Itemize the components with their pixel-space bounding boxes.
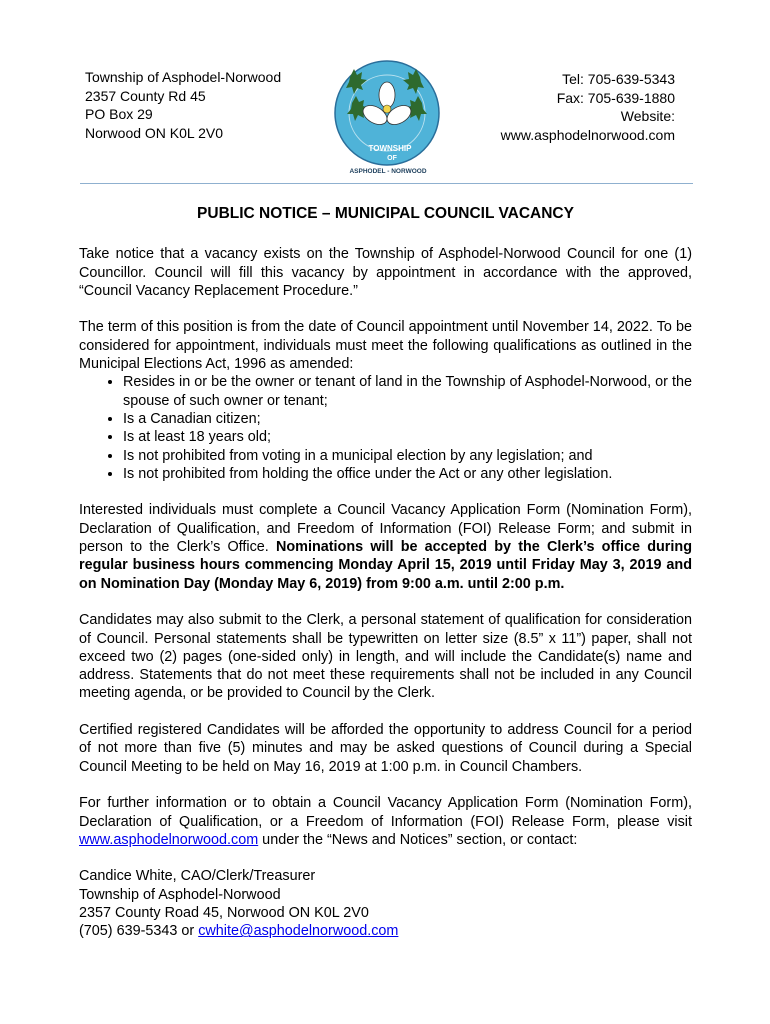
notice-title: PUBLIC NOTICE – MUNICIPAL COUNCIL VACANCY <box>197 205 574 222</box>
contact-block <box>79 867 692 940</box>
list-item: • Is at least 18 years old; <box>123 428 692 446</box>
qualifications-list <box>79 373 692 483</box>
nominations-text: Interested individuals must complete a Council Vacancy Application Form (Nomination Form), Declaration of Qualification, and Freedom of Information (FOI) Release Form; and submit in person to the Clerk’s Office. <box>79 502 692 556</box>
paragraph-meeting: Certified registered Candidates will be afforded the opportunity to address Council for a period of not more than five (5) minutes and may be asked questions of Council during a Special Council Meeting to be held on May 16, 2019 at 1:00 p.m. in Council Chambers. <box>79 722 692 775</box>
list-item: • Is not prohibited from holding the office under the Act or any other legislation. <box>123 465 692 483</box>
contact-phone: (705) 639-5343 or <box>79 923 199 940</box>
list-item: • Is a Canadian citizen; <box>123 410 692 428</box>
further-info-text: For further information or to obtain a Council Vacancy Application Form (Nomination Form), Declaration of Qualification, or a Freedom of Information (FOI) Release Form, please visit <box>79 795 692 830</box>
logo-text-mid: OF <box>387 155 397 162</box>
contact-line: Website: <box>620 108 675 124</box>
website-link[interactable]: www.asphodelnorwood.com <box>79 831 259 848</box>
contact-line: Tel: 705-639-5343 <box>562 71 675 87</box>
address-line: 2357 County Rd 45 <box>85 87 206 104</box>
contact-org: Township of Asphodel-Norwood <box>79 886 281 903</box>
address-line: Township of Asphodel-Norwood <box>85 69 282 85</box>
paragraph-further-info <box>79 794 692 849</box>
paragraph-term: The term of this position is from the date of Council appointment until November 14, 2022. To be considered for appointment, individuals must meet the following qualifications as outlined in the Municipal Elections Act, 1996 as amended: <box>79 319 692 373</box>
logo-text-bottom: ASPHODEL - NORWOOD <box>349 168 427 175</box>
contact-name: Candice White, CAO/Clerk/Treasurer <box>79 868 316 885</box>
contact-line: www.asphodelnorwood.com <box>500 126 675 143</box>
list-item: • Is not prohibited from voting in a municipal election by any legislation; and <box>123 447 692 465</box>
address-line: Norwood ON K0L 2V0 <box>85 124 223 141</box>
contact-address: 2357 County Road 45, Norwood ON K0L 2V0 <box>79 904 369 921</box>
township-contact <box>501 70 675 144</box>
paragraph-vacancy: Take notice that a vacancy exists on the Township of Asphodel-Norwood Council for one (1) Councillor. Council will fill this vacancy by appointment in accordance with the approved, “Council Vacancy Replacement Procedure.” <box>79 246 692 299</box>
township-address <box>85 68 281 142</box>
address-line: PO Box 29 <box>85 106 153 122</box>
email-link[interactable]: cwhite@asphodelnorwood.com <box>198 923 399 940</box>
paragraph-nominations <box>79 501 692 592</box>
paragraph-statements: Candidates may also submit to the Clerk, a personal statement of qualification for consideration of Council. Personal statements shall be typewritten on letter size (8.5” x 11”) paper, shall not exceed two (2) pages (one-sided only) in length, and will include the Candidate(s) name and address. Statements that do not meet these requirements shall not be included in any Council meeting agenda, or be provided to Council by the Clerk. <box>79 612 692 702</box>
list-item: • Resides in or be the owner or tenant of land in the Township of Asphodel-Norwood, or the spouse of such owner or tenant; <box>123 373 692 410</box>
nominations-dates: Nominations will be accepted by the Clerk’s office during regular business hours commencing Monday April 15, 2019 until Friday May 3, 2019 and on Nomination Day (Monday May 6, 2019) from 9:00 a.m. until 2:00 p.m. <box>79 539 692 592</box>
trillium-petal-icon <box>379 82 395 108</box>
further-info-text-end: under the “News and Notices” section, or contact: <box>258 831 578 848</box>
trillium-center-icon <box>383 105 391 113</box>
logo-text-top: TOWNSHIP <box>368 144 412 153</box>
contact-phone-email <box>79 922 692 940</box>
contact-line: Fax: 705-639-1880 <box>556 89 675 106</box>
header-divider <box>80 183 693 184</box>
letterhead <box>0 0 770 190</box>
notice-body <box>79 205 692 941</box>
township-logo <box>332 55 442 187</box>
